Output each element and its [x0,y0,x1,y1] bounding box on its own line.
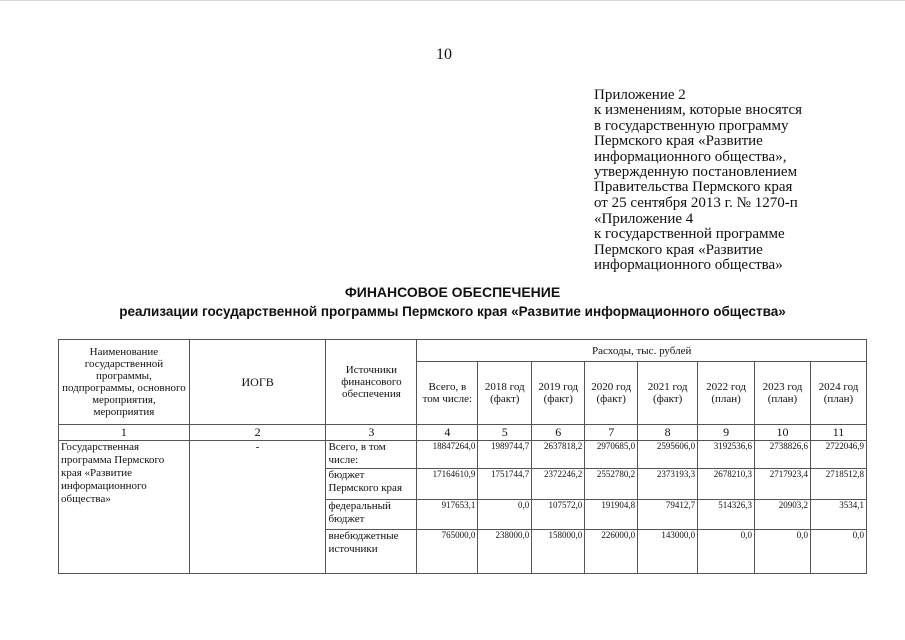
page-number: 10 [436,46,452,63]
financing-table [58,339,867,574]
column-number: 1 [59,425,190,441]
value-cell: 0,0 [810,530,866,574]
value-cell: 2717923,4 [755,469,811,500]
column-number: 3 [326,425,417,441]
annex-line: Правительства Пермского края [594,179,793,196]
header-2019: 2019 год (факт) [532,362,585,425]
column-number: 2 [189,425,326,441]
source-cell: бюджет Пермского края [326,469,417,500]
value-cell: 1751744,7 [478,469,532,500]
column-number: 9 [698,425,755,441]
value-cell: 18847264,0 [417,441,478,469]
annex-line: Пермского края «Развитие [594,241,763,258]
document-title: ФИНАНСОВОЕ ОБЕСПЕЧЕНИЕ [344,284,561,300]
value-cell: 143000,0 [638,530,698,574]
column-number: 6 [532,425,585,441]
value-cell: 17164610,9 [417,469,478,500]
annex-line: «Приложение 4 [594,211,694,227]
annex-block-2 [594,212,785,274]
program-iogv-cell: - [189,441,326,574]
value-cell: 0,0 [698,530,755,574]
header-2018: 2018 год (факт) [478,362,532,425]
value-cell: 2970685,0 [585,441,638,469]
annex-line: информационного общества», [594,148,787,165]
annex-line: в государственную программу [594,117,789,134]
value-cell: 2637818,2 [532,441,585,469]
column-number: 7 [585,425,638,441]
header-2020: 2020 год (факт) [585,362,638,425]
value-cell: 226000,0 [585,530,638,574]
column-number: 11 [810,425,866,441]
value-cell: 917653,1 [417,500,478,530]
value-cell: 107572,0 [532,500,585,530]
value-cell: 191904,8 [585,500,638,530]
column-number: 8 [638,425,698,441]
document-subtitle: реализации государственной программы Пермского края «Развитие информационного общества» [119,304,786,319]
value-cell: 765000,0 [417,530,478,574]
table-row [59,441,867,469]
source-cell: федеральный бюджет [326,500,417,530]
value-cell: 2738826,6 [755,441,811,469]
scan-edge-line [0,0,905,1]
value-cell: 514326,3 [698,500,755,530]
column-number: 4 [417,425,478,441]
value-cell: 0,0 [478,500,532,530]
column-number: 5 [478,425,532,441]
value-cell: 2678210,3 [698,469,755,500]
annex-line: к изменениям, которые вносятся [594,102,803,119]
value-cell: 2595606,0 [638,441,698,469]
annex-line: информационного общества» [594,257,783,274]
source-cell: Всего, в том числе: [326,441,417,469]
value-cell: 3534,1 [810,500,866,530]
header-2023: 2023 год (план) [755,362,811,425]
header-2021: 2021 год (факт) [638,362,698,425]
value-cell: 238000,0 [478,530,532,574]
header-expenses: Расходы, тыс. рублей [417,340,867,362]
value-cell: 1989744,7 [478,441,532,469]
value-cell: 79412,7 [638,500,698,530]
program-name-cell: Государственная программа Пермского края «Развитие информационного общества» [59,441,190,574]
header-name: Наименование государственной программы, подпрограммы, основного мероприятия, мероприятия [59,340,190,425]
value-cell: 2552780,2 [585,469,638,500]
annex-block-1 [594,88,802,211]
column-number: 10 [755,425,811,441]
value-cell: 3192536,6 [698,441,755,469]
annex-line: Пермского края «Развитие [594,133,763,150]
annex-line: Приложение 2 [594,87,686,103]
source-cell: внебюджетные источники [326,530,417,574]
annex-line: утвержденную постановлением [594,164,798,181]
header-2024: 2024 год (план) [810,362,866,425]
value-cell: 2372246,2 [532,469,585,500]
annex-line: от 25 сентября 2013 г. № 1270-п [594,194,798,211]
value-cell: 2373193,3 [638,469,698,500]
header-iogv: ИОГВ [189,340,326,425]
annex-line: к государственной программе [594,226,785,243]
value-cell: 158000,0 [532,530,585,574]
header-2022: 2022 год (план) [698,362,755,425]
header-sources: Источники финансового обеспечения [326,340,417,425]
value-cell: 2718512,8 [810,469,866,500]
header-total: Всего, в том числе: [417,362,478,425]
column-numbers-row [59,425,867,441]
value-cell: 2722046,9 [810,441,866,469]
value-cell: 0,0 [755,530,811,574]
value-cell: 20903,2 [755,500,811,530]
